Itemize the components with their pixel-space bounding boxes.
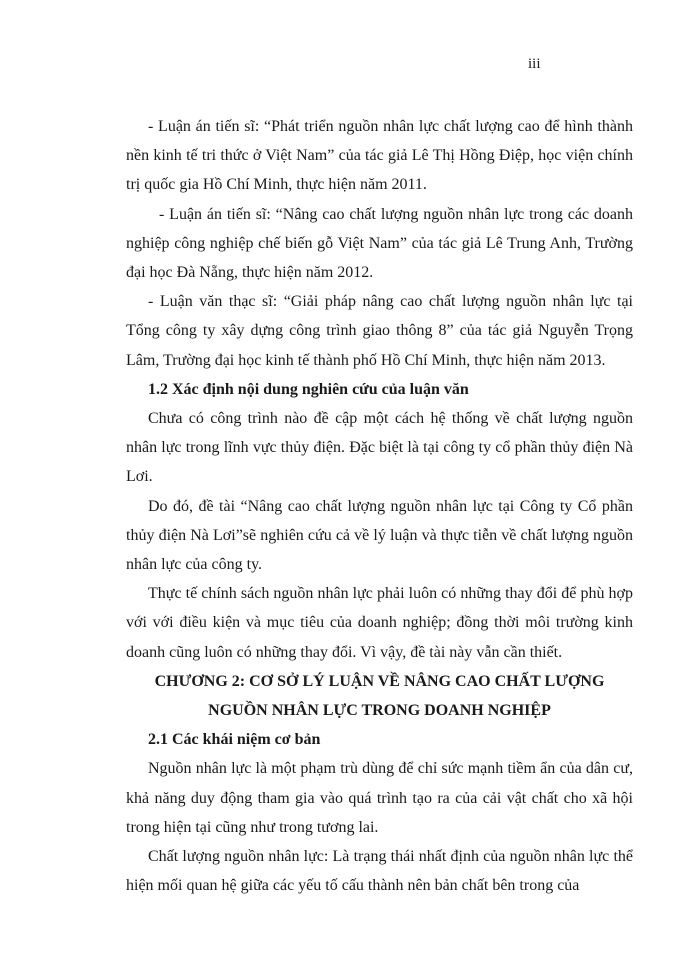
chapter-title-line-2: NGUỒN NHÂN LỰC TRONG DOANH NGHIỆP [208,702,551,720]
page-body [126,112,633,900]
paragraph-definition-human-resources: Nguồn nhân lực là một phạm trù dùng để chỉ sức mạnh tiềm ẩn của dân cư, khả năng duy động tham gia vào quá trình tạo ra của cải vật chất cho xã hội trong hiện tại cũng như trong tương lai. [126,760,633,836]
paragraph-definition-quality: Chất lượng nguồn nhân lực: Là trạng thái nhất định của nguồn nhân lực thể hiện mối quan hệ giữa các yếu tố cấu thành nên bản chất bên trong của [126,848,633,895]
section-heading-1-2: 1.2 Xác định nội dung nghiên cứu của luận văn [148,380,469,398]
page-number: iii [528,56,541,72]
paragraph-thesis-2: - Luận án tiến sĩ: “Nâng cao chất lượng nguồn nhân lực trong các doanh nghiệp công nghiệp chế biến gỗ Việt Nam” của tác giả Lê Trung Anh, Trường đại học Đà Nẵng, thực hiện năm 2012. [126,205,633,282]
paragraph-thesis-3: - Luận văn thạc sĩ: “Giải pháp nâng cao chất lượng nguồn nhân lực tại Tổng công ty xây dựng công trình giao thông 8” của tác giả Nguyễn Trọng Lâm, Trường đại học kinh tế thành phố Hồ Chí Minh, thực hiện năm 2013. [126,293,633,369]
paragraph-research-gap: Chưa có công trình nào đề cập một cách hệ thống về chất lượng nguồn nhân lực trong lĩnh vực thủy điện. Đặc biệt là tại công ty cổ phần thủy điện Nà Lơi. [126,410,633,486]
paragraph-topic: Do đó, đề tài “Nâng cao chất lượng nguồn nhân lực tại Công ty Cổ phần thủy điện Nà Lơi”sẽ nghiên cứu cả về lý luận và thực tiễn về chất lượng nguồn nhân lực của công ty. [126,497,633,574]
paragraph-thesis-1: - Luận án tiến sĩ: “Phát triển nguồn nhân lực chất lượng cao để hình thành nền kinh tế tri thức ở Việt Nam” của tác giả Lê Thị Hồng Điệp, học viện chính trị quốc gia Hồ Chí Minh, thực hiện năm 2011. [126,118,633,194]
paragraph-necessity: Thực tế chính sách nguồn nhân lực phải luôn có những thay đổi để phù hợp với với điều kiện và mục tiêu của doanh nghiệp; đồng thời môi trường kinh doanh cũng luôn có những thay đổi. Vì vậy, đề tài này vẫn cần thiết. [126,585,633,661]
chapter-title-line-1: CHƯƠNG 2: CƠ SỞ LÝ LUẬN VỀ NÂNG CAO CHẤT LƯỢNG [154,672,605,690]
section-heading-2-1: 2.1 Các khái niệm cơ bản [148,731,321,749]
